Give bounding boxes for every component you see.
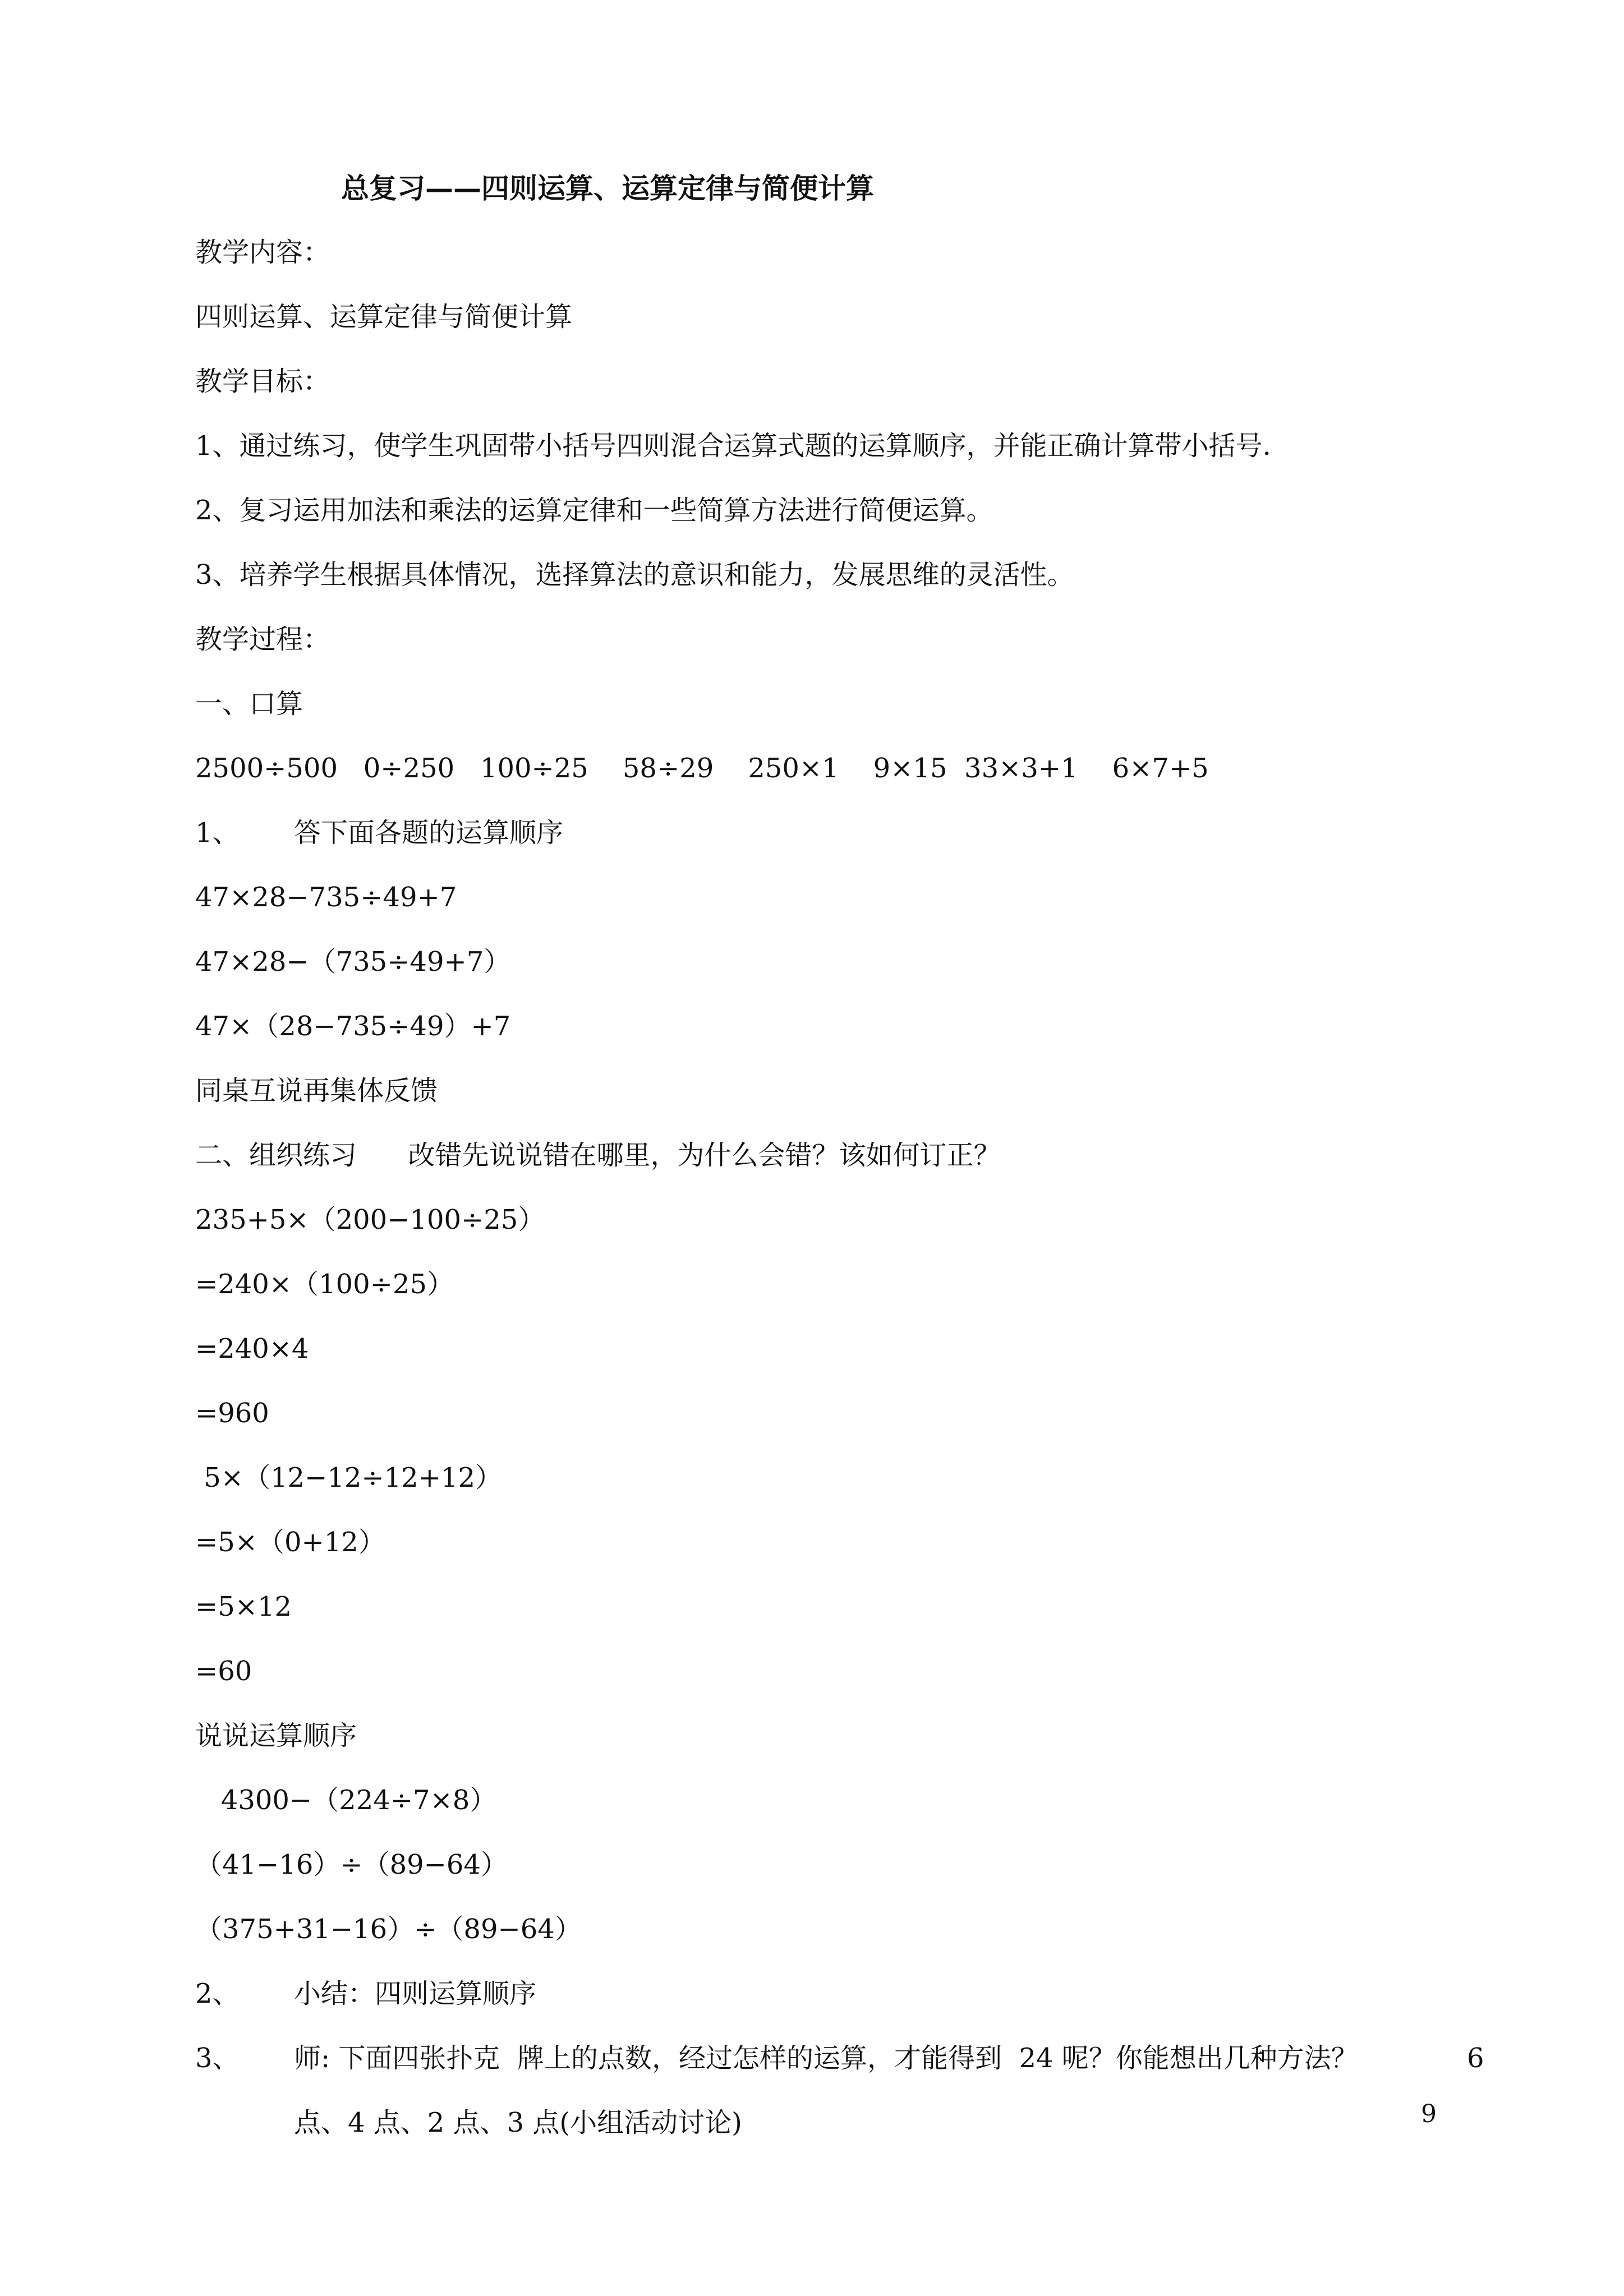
section-label-process: 教学过程： [195, 624, 330, 655]
goal-2: 2、复习运用加法和乘法的运算定律和一些简算方法进行简便运算。 [195, 495, 993, 526]
heading-practice: 二、组织练习 改错先说说错在哪里，为什么会错？该如何订正？ [195, 1140, 1001, 1171]
correction-step: =240×4 [195, 1333, 309, 1364]
feedback-note: 同桌互说再集体反馈 [195, 1075, 438, 1106]
correction-step: =5×（0+12） [195, 1527, 385, 1558]
item-text-3: 师: 下面四张扑克 牌上的点数，经过怎样的运算，才能得到 24 呢？你能想出几种方法？ [294, 2043, 1358, 2074]
document-title: 总复习——四则运算、运算定律与简便计算 [341, 172, 874, 205]
item-number-1: 1、 [195, 817, 240, 849]
correction-step: =960 [195, 1398, 269, 1429]
goal-1: 1、通过练习，使学生巩固带小括号四则混合运算式题的运算顺序，并能正确计算带小括号. [195, 430, 1271, 462]
page-number: 9 [1421, 2100, 1437, 2128]
goal-3: 3、培养学生根据具体情况，选择算法的意识和能力，发展思维的灵活性。 [195, 559, 1074, 591]
oral-calc-expressions: 2500÷500 0÷250 100÷25 58÷29 250×1 9×15 33×3+1 6×7+5 [195, 753, 1209, 784]
correction-step: 5×（12−12÷12+12） [195, 1462, 502, 1493]
section-label-goals: 教学目标： [195, 366, 330, 397]
expression-1: 47×28−735÷49+7 [195, 882, 457, 913]
order-expression: （41−16）÷（89−64） [195, 1849, 508, 1880]
heading-oral-calc: 一、口算 [195, 688, 303, 720]
item-text-3-continued: 点、4 点、2 点、3 点(小组活动讨论) [294, 2107, 742, 2138]
item-text-3-tail: 6 [1467, 2043, 1484, 2074]
section-label-content: 教学内容： [195, 237, 330, 268]
content-text: 四则运算、运算定律与简便计算 [195, 301, 573, 333]
correction-step: 235+5×（200−100÷25） [195, 1204, 545, 1235]
order-expression: 4300−（224÷7×8） [195, 1785, 497, 1816]
correction-step: =60 [195, 1656, 252, 1687]
expression-3: 47×（28−735÷49）+7 [195, 1011, 511, 1042]
item-text-2: 小结：四则运算顺序 [294, 1978, 537, 2009]
correction-step: =240×（100÷25） [195, 1269, 454, 1300]
correction-step: =5×12 [195, 1591, 292, 1622]
item-text-1: 答下面各题的运算顺序 [294, 817, 564, 849]
item-number-3: 3、 [195, 2043, 240, 2074]
order-expression: （375+31−16）÷（89−64） [195, 1914, 582, 1945]
item-number-2: 2、 [195, 1978, 240, 2009]
expression-2: 47×28−（735÷49+7） [195, 946, 511, 978]
order-prompt: 说说运算顺序 [195, 1720, 357, 1751]
